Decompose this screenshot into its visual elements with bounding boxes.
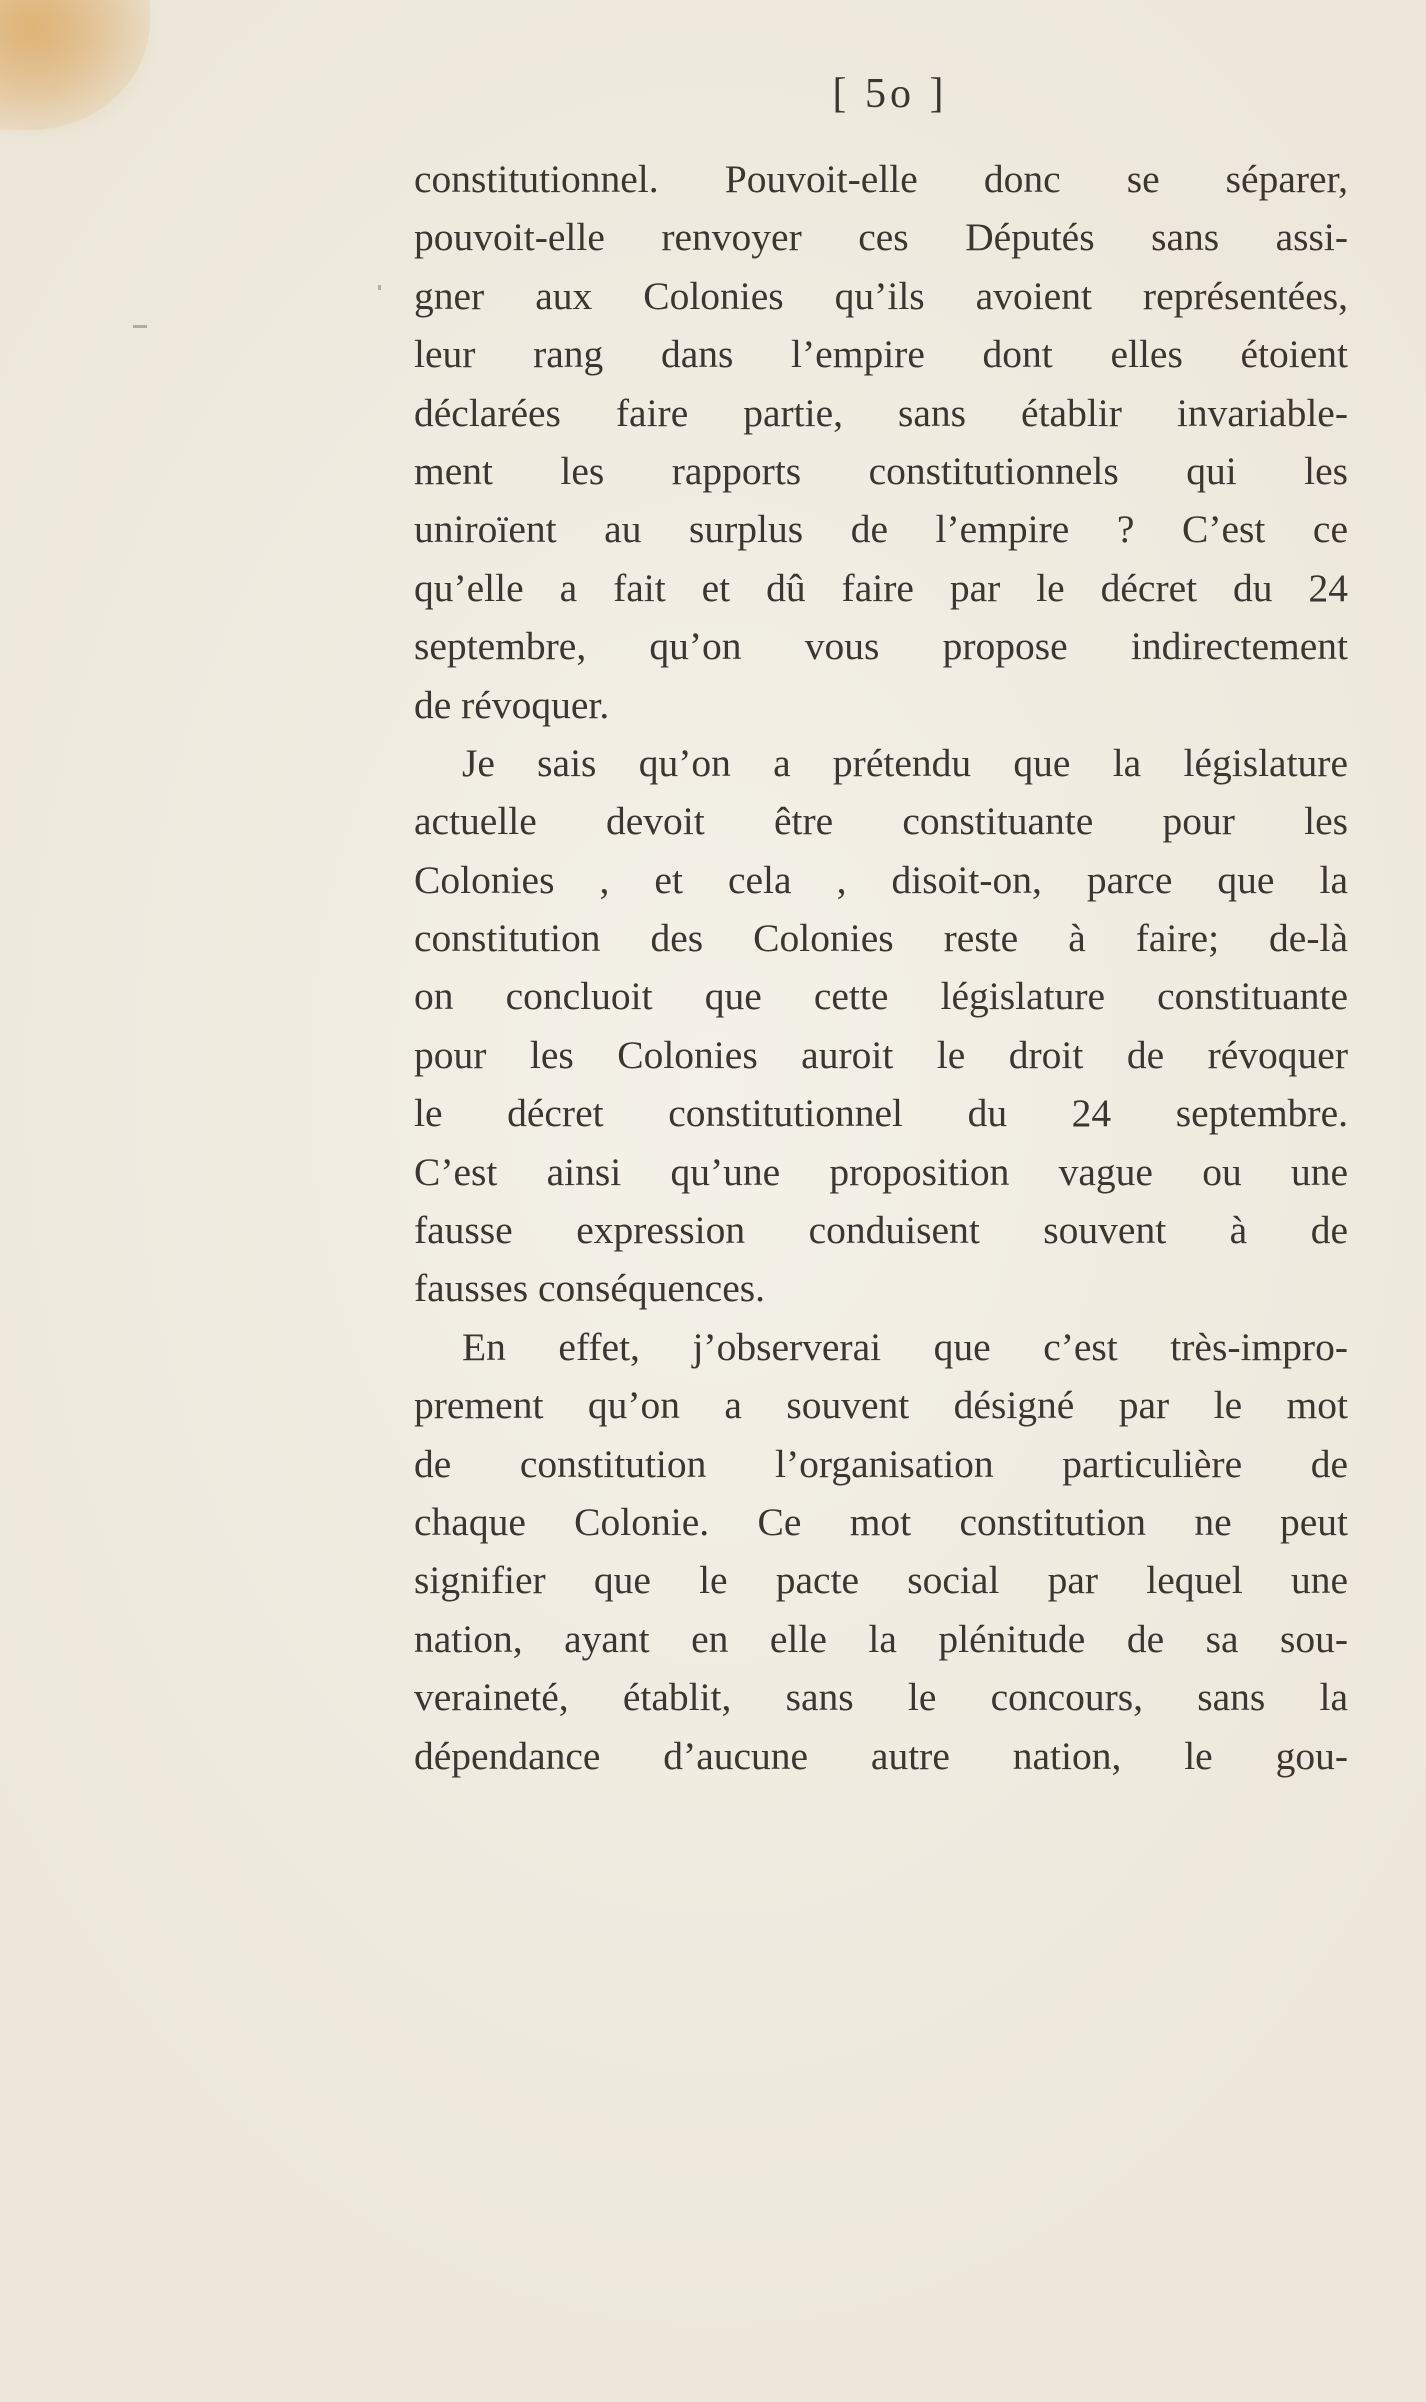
margin-mark <box>133 325 147 328</box>
text-line: le décret constitutionnel du 24 septembre. <box>414 1091 1348 1136</box>
text-line: uniroïent au surplus de l’empire ? C’est ce <box>414 507 1348 552</box>
text-line: Colonies , et cela , disoit-on, parce que la <box>414 857 1348 902</box>
text-line: gner aux Colonies qu’ils avoient représentées, <box>414 273 1348 318</box>
body-text <box>414 150 1348 1785</box>
text-line: on concluoit que cette législature constituante <box>414 974 1348 1019</box>
text-line: de révoquer. <box>414 682 610 727</box>
text-line: prement qu’on a souvent désigné par le mot <box>414 1383 1348 1428</box>
text-line: actuelle devoit être constituante pour les <box>414 799 1348 844</box>
text-line: C’est ainsi qu’une proposition vague ou une <box>414 1149 1348 1194</box>
margin-mark <box>378 285 381 290</box>
text-line: dépendance d’aucune autre nation, le gou- <box>414 1733 1348 1778</box>
text-line: En effet, j’observerai que c’est très-impro- <box>462 1324 1348 1369</box>
text-line: fausse expression conduisent souvent à de <box>414 1208 1348 1253</box>
text-line: ment les rapports constitutionnels qui les <box>414 448 1348 493</box>
page-number: [ 5o ] <box>832 71 948 117</box>
text-line: leur rang dans l’empire dont elles étoient <box>414 332 1348 377</box>
text-line: constitutionnel. Pouvoit-elle donc se séparer, <box>414 157 1348 201</box>
text-line: déclarées faire partie, sans établir invariable- <box>414 390 1348 435</box>
text-line: signifier que le pacte social par lequel une <box>414 1558 1348 1603</box>
text-line: Je sais qu’on a prétendu que la législature <box>462 740 1348 785</box>
text-line: pouvoit-elle renvoyer ces Députés sans assi- <box>414 215 1348 260</box>
text-line: de constitution l’organisation particulière de <box>414 1441 1348 1486</box>
text-line: septembre, qu’on vous propose indirectement <box>414 624 1348 669</box>
text-line: pour les Colonies auroit le droit de révoquer <box>414 1032 1348 1077</box>
text-line: constitution des Colonies reste à faire; de-là <box>414 916 1348 961</box>
text-line: veraineté, établit, sans le concours, sans la <box>414 1675 1348 1720</box>
text-line: nation, ayant en elle la plénitude de sa sou- <box>414 1616 1348 1661</box>
text-line: fausses conséquences. <box>414 1266 765 1311</box>
text-line: chaque Colonie. Ce mot constitution ne peut <box>414 1499 1348 1544</box>
text-line: qu’elle a fait et dû faire par le décret du 24 <box>414 565 1348 610</box>
